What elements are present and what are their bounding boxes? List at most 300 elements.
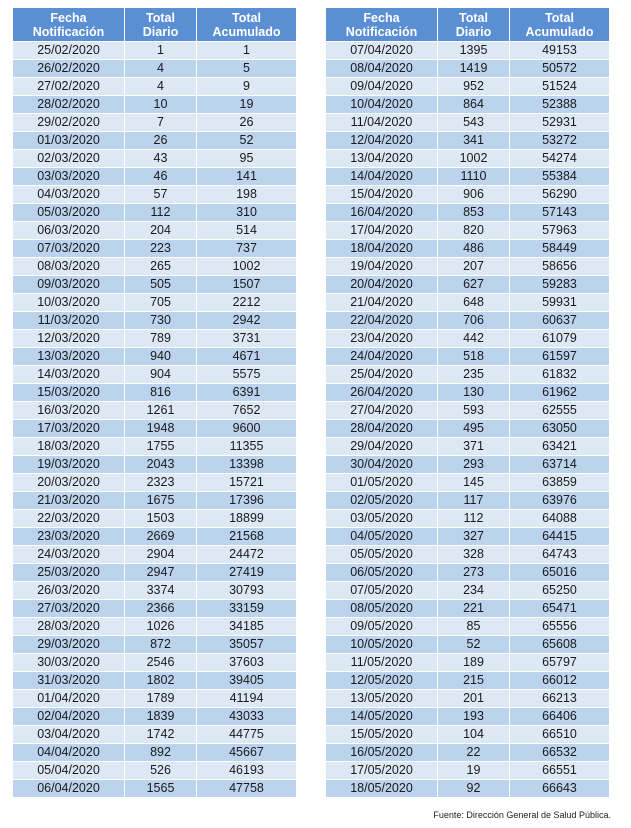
cell-total-diario: 235 [438, 366, 510, 384]
cell-total-diario: 117 [438, 492, 510, 510]
right-data-table [325, 7, 610, 798]
cell-fecha: 13/04/2020 [326, 150, 438, 168]
cell-fecha: 16/05/2020 [326, 744, 438, 762]
cell-fecha: 03/05/2020 [326, 510, 438, 528]
cell-fecha: 29/03/2020 [13, 636, 125, 654]
table-row [13, 276, 297, 294]
table-row [13, 114, 297, 132]
cell-total-acumulado: 52 [197, 132, 297, 150]
table-row [326, 762, 610, 780]
cell-fecha: 09/03/2020 [13, 276, 125, 294]
cell-total-acumulado: 65250 [510, 582, 610, 600]
cell-fecha: 13/03/2020 [13, 348, 125, 366]
table-row [13, 690, 297, 708]
table-row [326, 672, 610, 690]
cell-total-diario: 940 [125, 348, 197, 366]
cell-fecha: 15/05/2020 [326, 726, 438, 744]
cell-fecha: 27/04/2020 [326, 402, 438, 420]
table-row [326, 258, 610, 276]
table-row [13, 780, 297, 798]
cell-total-acumulado: 310 [197, 204, 297, 222]
cell-fecha: 04/05/2020 [326, 528, 438, 546]
cell-total-acumulado: 63050 [510, 420, 610, 438]
table-row [326, 186, 610, 204]
table-row [13, 42, 297, 60]
cell-fecha: 01/05/2020 [326, 474, 438, 492]
table-row [326, 60, 610, 78]
cell-fecha: 28/04/2020 [326, 420, 438, 438]
cell-total-acumulado: 61079 [510, 330, 610, 348]
table-row [13, 708, 297, 726]
table-row [13, 96, 297, 114]
cell-total-acumulado: 49153 [510, 42, 610, 60]
cell-fecha: 08/04/2020 [326, 60, 438, 78]
cell-total-diario: 864 [438, 96, 510, 114]
cell-fecha: 14/05/2020 [326, 708, 438, 726]
header-fecha [13, 8, 125, 42]
cell-total-diario: 495 [438, 420, 510, 438]
cell-total-acumulado: 33159 [197, 600, 297, 618]
cell-total-acumulado: 66510 [510, 726, 610, 744]
cell-total-diario: 328 [438, 546, 510, 564]
table-row [326, 510, 610, 528]
cell-total-acumulado: 60637 [510, 312, 610, 330]
cell-total-acumulado: 65797 [510, 654, 610, 672]
table-row [326, 492, 610, 510]
cell-total-acumulado: 26 [197, 114, 297, 132]
cell-total-diario: 627 [438, 276, 510, 294]
header-fecha-line1: Fecha [50, 10, 87, 25]
cell-fecha: 17/05/2020 [326, 762, 438, 780]
cell-total-diario: 130 [438, 384, 510, 402]
cell-total-diario: 193 [438, 708, 510, 726]
cell-total-acumulado: 18899 [197, 510, 297, 528]
cell-total-acumulado: 13398 [197, 456, 297, 474]
cell-fecha: 25/03/2020 [13, 564, 125, 582]
cell-fecha: 15/04/2020 [326, 186, 438, 204]
header-total-acumulado-line1: Total [545, 10, 574, 25]
cell-total-acumulado: 66213 [510, 690, 610, 708]
table-row [326, 564, 610, 582]
cell-total-diario: 816 [125, 384, 197, 402]
cell-total-acumulado: 45667 [197, 744, 297, 762]
cell-total-acumulado: 64088 [510, 510, 610, 528]
cell-total-diario: 789 [125, 330, 197, 348]
cell-total-acumulado: 54274 [510, 150, 610, 168]
table-row [326, 438, 610, 456]
cell-fecha: 27/02/2020 [13, 78, 125, 96]
cell-total-diario: 1395 [438, 42, 510, 60]
cell-fecha: 05/03/2020 [13, 204, 125, 222]
cell-total-diario: 1 [125, 42, 197, 60]
cell-total-acumulado: 39405 [197, 672, 297, 690]
cell-total-diario: 85 [438, 618, 510, 636]
cell-total-diario: 204 [125, 222, 197, 240]
cell-fecha: 16/04/2020 [326, 204, 438, 222]
table-row [326, 582, 610, 600]
cell-total-diario: 7 [125, 114, 197, 132]
cell-total-diario: 92 [438, 780, 510, 798]
table-row [326, 78, 610, 96]
cell-total-diario: 1755 [125, 438, 197, 456]
cell-total-acumulado: 21568 [197, 528, 297, 546]
cell-total-diario: 505 [125, 276, 197, 294]
table-row [13, 456, 297, 474]
table-row [326, 330, 610, 348]
cell-total-diario: 234 [438, 582, 510, 600]
cell-total-acumulado: 37603 [197, 654, 297, 672]
left-table-body [13, 42, 297, 798]
cell-total-diario: 221 [438, 600, 510, 618]
cell-fecha: 05/04/2020 [13, 762, 125, 780]
cell-fecha: 25/04/2020 [326, 366, 438, 384]
header-total-acumulado [510, 8, 610, 42]
table-row [326, 546, 610, 564]
table-row [326, 114, 610, 132]
cell-total-acumulado: 64415 [510, 528, 610, 546]
cell-total-acumulado: 30793 [197, 582, 297, 600]
cell-fecha: 26/02/2020 [13, 60, 125, 78]
cell-total-acumulado: 24472 [197, 546, 297, 564]
cell-fecha: 22/03/2020 [13, 510, 125, 528]
cell-fecha: 03/03/2020 [13, 168, 125, 186]
header-total-acumulado [197, 8, 297, 42]
cell-total-diario: 820 [438, 222, 510, 240]
cell-total-diario: 1839 [125, 708, 197, 726]
cell-total-acumulado: 46193 [197, 762, 297, 780]
header-row [326, 8, 610, 42]
cell-total-acumulado: 59931 [510, 294, 610, 312]
cell-total-acumulado: 58656 [510, 258, 610, 276]
cell-fecha: 02/04/2020 [13, 708, 125, 726]
header-fecha-line2: Notificación [32, 24, 105, 39]
table-row [13, 78, 297, 96]
table-row [326, 366, 610, 384]
cell-total-acumulado: 5 [197, 60, 297, 78]
cell-total-diario: 19 [438, 762, 510, 780]
cell-fecha: 23/03/2020 [13, 528, 125, 546]
cell-total-acumulado: 1002 [197, 258, 297, 276]
header-total-acumulado-line2: Acumulado [525, 24, 594, 39]
source-note: Fuente: Dirección General de Salud Pública. [433, 810, 611, 820]
cell-total-diario: 442 [438, 330, 510, 348]
cell-total-acumulado: 61962 [510, 384, 610, 402]
cell-total-diario: 327 [438, 528, 510, 546]
cell-total-diario: 2947 [125, 564, 197, 582]
cell-fecha: 30/03/2020 [13, 654, 125, 672]
cell-fecha: 18/05/2020 [326, 780, 438, 798]
table-row [13, 672, 297, 690]
cell-fecha: 07/05/2020 [326, 582, 438, 600]
table-row [326, 168, 610, 186]
cell-total-diario: 145 [438, 474, 510, 492]
cell-fecha: 12/03/2020 [13, 330, 125, 348]
cell-total-acumulado: 65608 [510, 636, 610, 654]
cell-total-diario: 26 [125, 132, 197, 150]
table-row [326, 150, 610, 168]
cell-total-diario: 341 [438, 132, 510, 150]
cell-total-acumulado: 62555 [510, 402, 610, 420]
cell-total-acumulado: 41194 [197, 690, 297, 708]
cell-fecha: 27/03/2020 [13, 600, 125, 618]
table-row [326, 294, 610, 312]
table-row [13, 186, 297, 204]
cell-fecha: 03/04/2020 [13, 726, 125, 744]
header-total-acumulado-line2: Acumulado [212, 24, 281, 39]
table-row [13, 222, 297, 240]
table-row [13, 366, 297, 384]
table-row [13, 168, 297, 186]
cell-total-diario: 1419 [438, 60, 510, 78]
cell-fecha: 19/03/2020 [13, 456, 125, 474]
cell-total-diario: 648 [438, 294, 510, 312]
cell-total-diario: 1110 [438, 168, 510, 186]
cell-total-acumulado: 61597 [510, 348, 610, 366]
header-total-diario-line2: Diario [455, 24, 492, 39]
cell-total-diario: 853 [438, 204, 510, 222]
header-fecha [326, 8, 438, 42]
cell-total-diario: 10 [125, 96, 197, 114]
table-row [13, 600, 297, 618]
table-row [13, 618, 297, 636]
header-fecha-line2: Notificación [345, 24, 418, 39]
cell-total-acumulado: 2212 [197, 294, 297, 312]
cell-fecha: 28/02/2020 [13, 96, 125, 114]
cell-fecha: 29/04/2020 [326, 438, 438, 456]
table-row [13, 204, 297, 222]
cell-total-acumulado: 61832 [510, 366, 610, 384]
table-row [13, 636, 297, 654]
table-row [13, 744, 297, 762]
cell-fecha: 24/04/2020 [326, 348, 438, 366]
cell-total-acumulado: 15721 [197, 474, 297, 492]
cell-total-acumulado: 514 [197, 222, 297, 240]
cell-total-acumulado: 9 [197, 78, 297, 96]
cell-total-diario: 43 [125, 150, 197, 168]
table-row [326, 96, 610, 114]
cell-total-acumulado: 11355 [197, 438, 297, 456]
cell-fecha: 13/05/2020 [326, 690, 438, 708]
cell-total-diario: 1789 [125, 690, 197, 708]
table-row [326, 348, 610, 366]
cell-total-diario: 112 [125, 204, 197, 222]
table-row [13, 330, 297, 348]
table-row [13, 564, 297, 582]
cell-total-diario: 904 [125, 366, 197, 384]
table-row [326, 240, 610, 258]
table-row [326, 204, 610, 222]
cell-total-acumulado: 51524 [510, 78, 610, 96]
cell-fecha: 19/04/2020 [326, 258, 438, 276]
cell-total-diario: 112 [438, 510, 510, 528]
cell-total-acumulado: 64743 [510, 546, 610, 564]
header-total-diario-line2: Diario [142, 24, 179, 39]
header-total-diario-line1: Total [459, 10, 488, 25]
cell-fecha: 17/03/2020 [13, 420, 125, 438]
cell-total-acumulado: 66551 [510, 762, 610, 780]
cell-fecha: 21/03/2020 [13, 492, 125, 510]
cell-fecha: 11/05/2020 [326, 654, 438, 672]
cell-total-diario: 22 [438, 744, 510, 762]
header-row [13, 8, 297, 42]
left-data-table [12, 7, 297, 798]
cell-total-diario: 1002 [438, 150, 510, 168]
table-row [13, 384, 297, 402]
cell-total-acumulado: 52931 [510, 114, 610, 132]
cell-total-diario: 705 [125, 294, 197, 312]
table-row [13, 258, 297, 276]
table-row [13, 402, 297, 420]
cell-fecha: 09/05/2020 [326, 618, 438, 636]
cell-fecha: 22/04/2020 [326, 312, 438, 330]
cell-total-diario: 2904 [125, 546, 197, 564]
cell-fecha: 20/03/2020 [13, 474, 125, 492]
cell-fecha: 10/03/2020 [13, 294, 125, 312]
cell-fecha: 14/04/2020 [326, 168, 438, 186]
cell-total-acumulado: 66012 [510, 672, 610, 690]
cell-total-diario: 1565 [125, 780, 197, 798]
cell-fecha: 06/03/2020 [13, 222, 125, 240]
cell-fecha: 18/03/2020 [13, 438, 125, 456]
cell-fecha: 15/03/2020 [13, 384, 125, 402]
cell-total-acumulado: 19 [197, 96, 297, 114]
cell-fecha: 01/03/2020 [13, 132, 125, 150]
cell-total-diario: 593 [438, 402, 510, 420]
cell-total-acumulado: 66406 [510, 708, 610, 726]
cell-fecha: 05/05/2020 [326, 546, 438, 564]
cell-total-acumulado: 4671 [197, 348, 297, 366]
cell-fecha: 16/03/2020 [13, 402, 125, 420]
table-row [13, 546, 297, 564]
cell-fecha: 02/05/2020 [326, 492, 438, 510]
header-total-acumulado-line1: Total [232, 10, 261, 25]
cell-total-diario: 223 [125, 240, 197, 258]
table-row [326, 744, 610, 762]
cell-total-acumulado: 7652 [197, 402, 297, 420]
cell-fecha: 09/04/2020 [326, 78, 438, 96]
cell-total-diario: 4 [125, 60, 197, 78]
table-row [13, 528, 297, 546]
cell-fecha: 31/03/2020 [13, 672, 125, 690]
cell-fecha: 12/04/2020 [326, 132, 438, 150]
table-row [326, 780, 610, 798]
cell-total-acumulado: 52388 [510, 96, 610, 114]
table-row [13, 60, 297, 78]
cell-fecha: 21/04/2020 [326, 294, 438, 312]
cell-fecha: 08/05/2020 [326, 600, 438, 618]
cell-fecha: 07/03/2020 [13, 240, 125, 258]
header-total-diario [438, 8, 510, 42]
cell-total-diario: 1675 [125, 492, 197, 510]
table-row [326, 222, 610, 240]
cell-total-acumulado: 66532 [510, 744, 610, 762]
cell-total-acumulado: 50572 [510, 60, 610, 78]
cell-total-acumulado: 58449 [510, 240, 610, 258]
cell-fecha: 06/05/2020 [326, 564, 438, 582]
table-row [326, 276, 610, 294]
cell-fecha: 12/05/2020 [326, 672, 438, 690]
right-table-body [326, 42, 610, 798]
table-row [326, 456, 610, 474]
table-row [326, 402, 610, 420]
table-row [326, 528, 610, 546]
cell-total-diario: 207 [438, 258, 510, 276]
cell-total-diario: 4 [125, 78, 197, 96]
cell-fecha: 01/04/2020 [13, 690, 125, 708]
cell-total-acumulado: 5575 [197, 366, 297, 384]
cell-total-acumulado: 1 [197, 42, 297, 60]
cell-total-acumulado: 47758 [197, 780, 297, 798]
cell-fecha: 06/04/2020 [13, 780, 125, 798]
cell-fecha: 26/04/2020 [326, 384, 438, 402]
cell-total-diario: 1261 [125, 402, 197, 420]
cell-total-acumulado: 35057 [197, 636, 297, 654]
cell-total-acumulado: 3731 [197, 330, 297, 348]
cell-total-acumulado: 63714 [510, 456, 610, 474]
cell-total-diario: 872 [125, 636, 197, 654]
cell-total-diario: 57 [125, 186, 197, 204]
cell-total-acumulado: 63421 [510, 438, 610, 456]
cell-total-diario: 518 [438, 348, 510, 366]
table-row [326, 636, 610, 654]
cell-fecha: 17/04/2020 [326, 222, 438, 240]
cell-total-diario: 526 [125, 762, 197, 780]
cell-total-diario: 892 [125, 744, 197, 762]
cell-total-diario: 2043 [125, 456, 197, 474]
cell-total-diario: 952 [438, 78, 510, 96]
cell-fecha: 02/03/2020 [13, 150, 125, 168]
cell-total-acumulado: 65016 [510, 564, 610, 582]
table-row [13, 510, 297, 528]
cell-total-diario: 189 [438, 654, 510, 672]
cell-total-acumulado: 57143 [510, 204, 610, 222]
cell-total-acumulado: 737 [197, 240, 297, 258]
cell-total-acumulado: 1507 [197, 276, 297, 294]
cell-total-diario: 46 [125, 168, 197, 186]
cell-fecha: 24/03/2020 [13, 546, 125, 564]
table-row [13, 582, 297, 600]
cell-total-acumulado: 34185 [197, 618, 297, 636]
table-row [326, 600, 610, 618]
cell-total-diario: 265 [125, 258, 197, 276]
table-row [326, 474, 610, 492]
table-row [13, 438, 297, 456]
cell-fecha: 28/03/2020 [13, 618, 125, 636]
cell-fecha: 14/03/2020 [13, 366, 125, 384]
table-row [13, 312, 297, 330]
cell-total-acumulado: 65471 [510, 600, 610, 618]
cell-total-acumulado: 2942 [197, 312, 297, 330]
cell-total-diario: 730 [125, 312, 197, 330]
header-total-diario [125, 8, 197, 42]
table-row [13, 150, 297, 168]
cell-total-acumulado: 43033 [197, 708, 297, 726]
cell-total-acumulado: 55384 [510, 168, 610, 186]
table-row [326, 654, 610, 672]
cell-total-diario: 273 [438, 564, 510, 582]
table-row [326, 312, 610, 330]
cell-total-diario: 906 [438, 186, 510, 204]
cell-total-diario: 104 [438, 726, 510, 744]
cell-fecha: 04/03/2020 [13, 186, 125, 204]
cell-total-acumulado: 63859 [510, 474, 610, 492]
cell-total-acumulado: 17396 [197, 492, 297, 510]
table-row [13, 420, 297, 438]
cell-total-diario: 2366 [125, 600, 197, 618]
cell-fecha: 11/03/2020 [13, 312, 125, 330]
table-row [13, 132, 297, 150]
table-row [326, 420, 610, 438]
